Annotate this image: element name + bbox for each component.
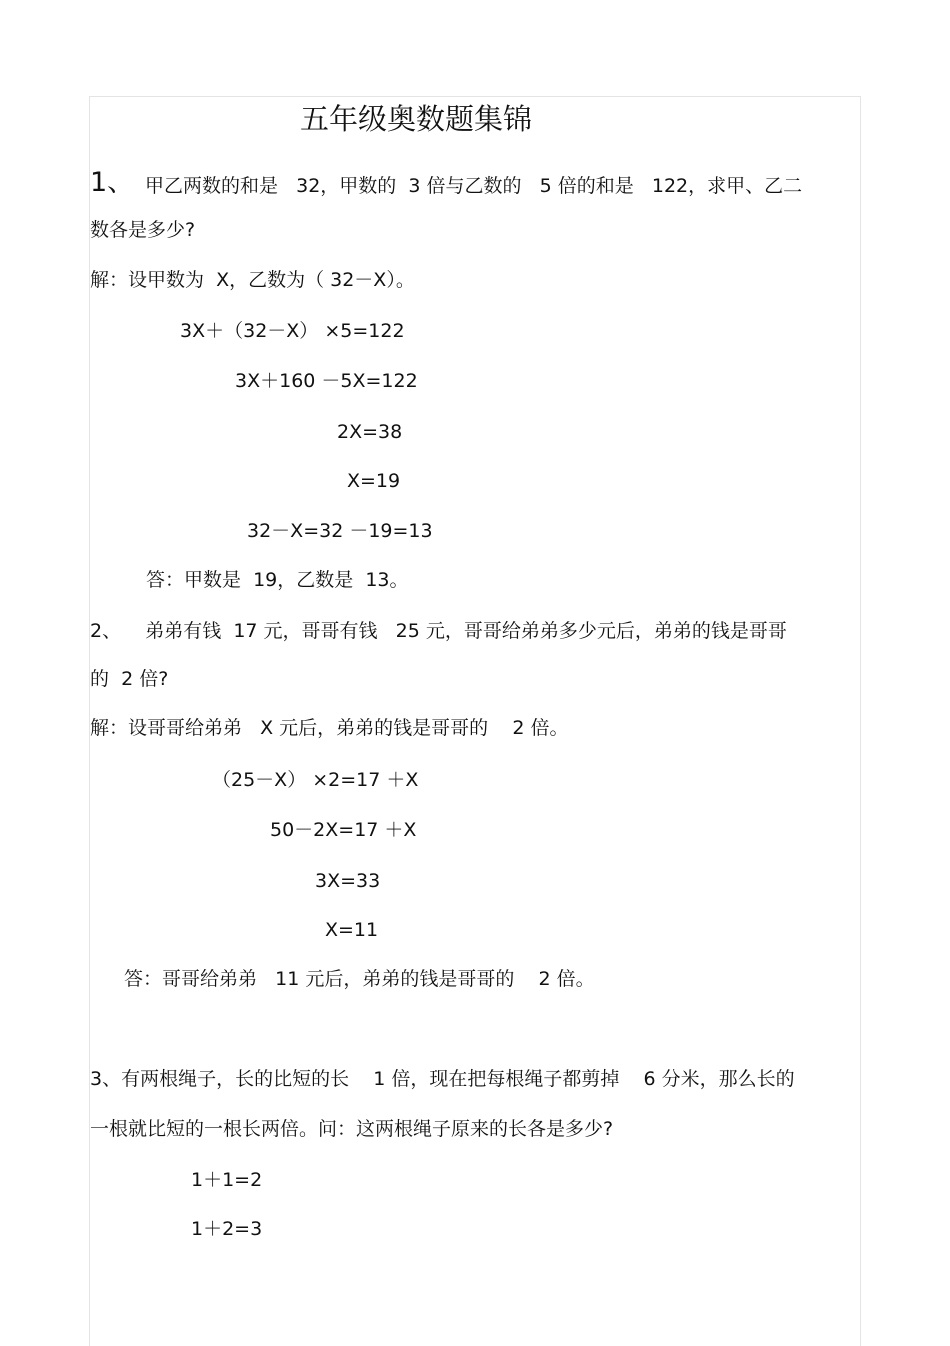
problem-2-solution-intro: 解：设哥哥给弟弟 X 元后，弟弟的钱是哥哥的 2 倍。 xyxy=(90,717,569,739)
problem-1-step-2: 3X＋160 －5X=122 xyxy=(235,370,418,392)
problem-3-question-line-1: 3、有两根绳子，长的比短的长 1 倍，现在把每根绳子都剪掉 6 分米，那么长的 xyxy=(90,1068,795,1090)
problem-2-step-1: （25－X） ×2=17 ＋X xyxy=(212,769,419,791)
problem-3-step-1: 1＋1=2 xyxy=(191,1169,263,1191)
problem-1-number: 1、 xyxy=(90,167,135,198)
problem-1-step-1: 3X＋（32－X） ×5=122 xyxy=(180,320,405,342)
problem-1-question-line-2: 数各是多少? xyxy=(90,219,196,241)
problem-2-step-2: 50－2X=17 ＋X xyxy=(270,819,417,841)
problem-1-step-3: 2X=38 xyxy=(337,421,403,443)
problem-2-step-3: 3X=33 xyxy=(315,870,381,892)
problem-1-step-4: X=19 xyxy=(347,470,401,492)
problem-1-answer: 答：甲数是 19，乙数是 13。 xyxy=(146,569,409,591)
problem-2-question-line-2: 的 2 倍? xyxy=(90,668,169,690)
problem-1-solution-intro: 解：设甲数为 X，乙数为（ 32－X）。 xyxy=(90,269,415,291)
page-title: 五年级奥数题集锦 xyxy=(300,102,533,136)
problem-1-step-5: 32－X=32 －19=13 xyxy=(247,520,433,542)
problem-2-answer: 答：哥哥给弟弟 11 元后，弟弟的钱是哥哥的 2 倍。 xyxy=(124,968,595,990)
problem-2-question-line-1: 2、 弟弟有钱 17 元，哥哥有钱 25 元，哥哥给弟弟多少元后，弟弟的钱是哥哥 xyxy=(90,620,787,642)
problem-2-step-4: X=11 xyxy=(325,919,379,941)
problem-3-step-2: 1＋2=3 xyxy=(191,1218,263,1240)
problem-1-question-line-1: 甲乙两数的和是 32，甲数的 3 倍与乙数的 5 倍的和是 122，求甲、乙二 xyxy=(145,175,803,197)
problem-3-question-line-2: 一根就比短的一根长两倍。问：这两根绳子原来的长各是多少? xyxy=(90,1118,614,1140)
